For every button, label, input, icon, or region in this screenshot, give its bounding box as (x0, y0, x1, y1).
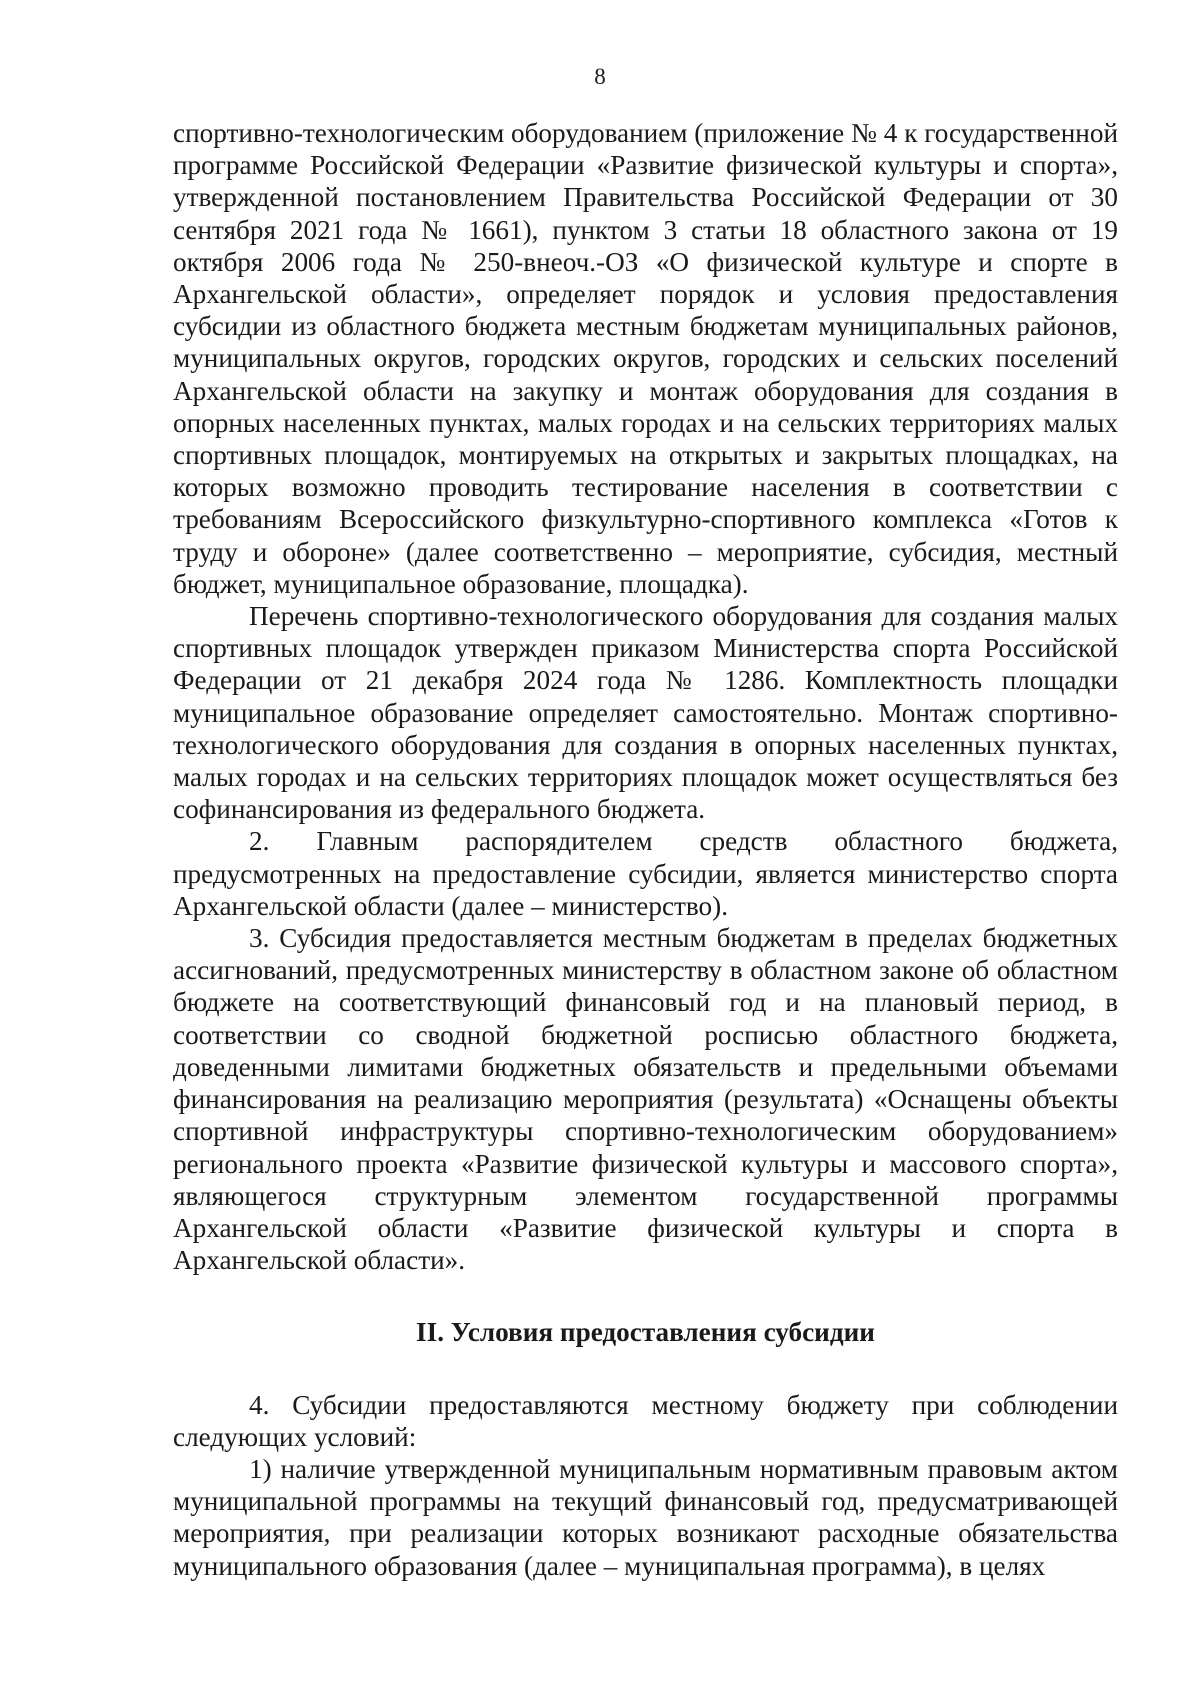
paragraph: спортивно-технологическим оборудованием (приложение № 4 к государственной программе Российской Федерации «Развитие физической культуры и спорта», утвержденной постановлением Правительства Российской Федерации от 30 сентября 2021 года № 1661), пунктом 3 статьи 18 областного закона от 19 октября 2006 года № 250-внеоч.-ОЗ «О физической культуре и спорте в Архангельской области», определяет порядок и условия предоставления субсидии из областного бюджета местным бюджетам муниципальных районов, муниципальных округов, городских округов, городских и сельских поселений Архангельской области на закупку и монтаж оборудования для создания в опорных населенных пунктах, малых городах и на сельских территориях малых спортивных площадок, монтируемых на открытых и закрытых площадках, на которых возможно проводить тестирование населения в соответствии с требованиям Всероссийского физкультурно-спортивного комплекса «Готов к труду и обороне» (далее соответственно – мероприятие, субсидия, местный бюджет, муниципальное образование, площадка). (173, 118, 1118, 599)
paragraph: Перечень спортивно-технологического оборудования для создания малых спортивных площадок утвержден приказом Министерства спорта Российской Федерации от 21 декабря 2024 года № 1286. Комплектность площадки муниципальное образование определяет самостоятельно. Монтаж спортивно-технологического оборудования для создания в опорных населенных пунктах, малых городах и на сельских территориях площадок может осуществляться без софинансирования из федерального бюджета. (173, 601, 1118, 825)
section-heading: II. Условия предоставления субсидии (416, 1317, 875, 1348)
paragraph: 4. Субсидии предоставляются местному бюджету при соблюдении следующих условий: (173, 1389, 1118, 1452)
paragraph: 1) наличие утвержденной муниципальным нормативным правовым актом муниципальной программы на текущий финансовый год, предусматривающей мероприятия, при реализации которых возникают расходные обязательства муниципального образования (далее – муниципальная программа), в целях (173, 1453, 1118, 1581)
paragraph: 2. Главным распорядителем средств областного бюджета, предусмотренных на предоставление субсидии, является министерство спорта Архангельской области (далее – министерство). (173, 826, 1118, 921)
paragraph: 3. Субсидия предоставляется местным бюджетам в пределах бюджетных ассигнований, предусмотренных министерству в областном законе об областном бюджете на соответствующий финансовый год и на плановый период, в соответствии со сводной бюджетной росписью областного бюджета, доведенными лимитами бюджетных обязательств и предельными объемами финансирования на реализацию мероприятия (результата) «Оснащены объекты спортивной инфраструктуры спортивно-технологическим оборудованием» регионального проекта «Развитие физической культуры и массового спорта», являющегося структурным элементом государственной программы Архангельской области «Развитие физической культуры и спорта в Архангельской области». (173, 923, 1118, 1276)
document-body (173, 117, 1118, 1582)
page-number: 8 (594, 64, 606, 89)
